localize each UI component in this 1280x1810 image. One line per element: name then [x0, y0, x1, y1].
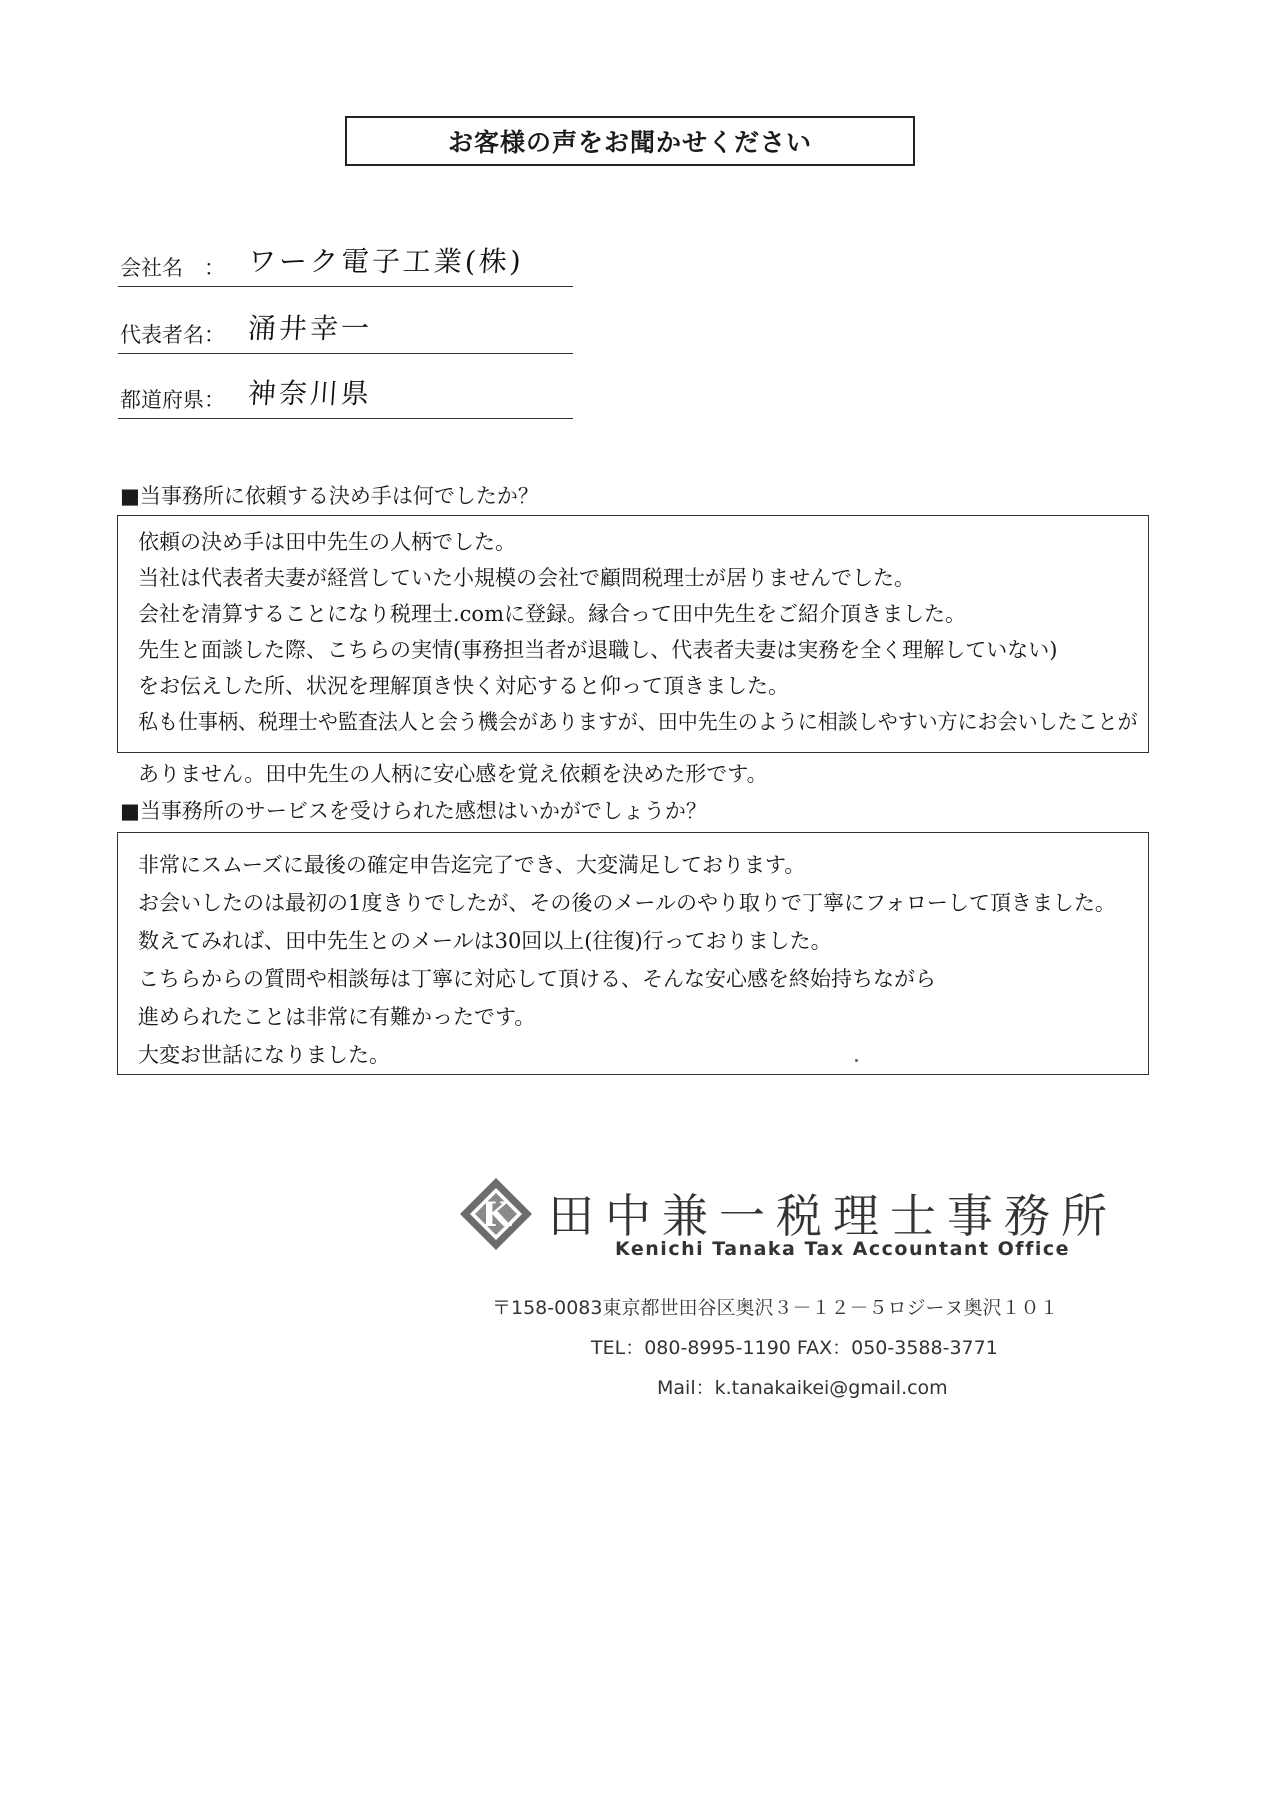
answer-2-line: こちらからの質問や相談毎は丁寧に対応して頂ける、そんな安心感を終始持ちながら — [138, 967, 936, 991]
prefecture-value: 神奈川県 — [246, 377, 374, 410]
answer-2-line: お会いしたのは最初の1度きりでしたが、その後のメールのやり取りで丁寧にフォローして頂きました。 — [138, 891, 1116, 915]
answer-1-line: 私も仕事柄、税理士や監査法人と会う機会がありますが、田中先生のように相談しやすい方にお会いしたことが — [138, 710, 1138, 734]
office-email[interactable]: Mail：k.tanakaikei@gmail.com — [657, 1377, 948, 1399]
scan-speck — [855, 1059, 858, 1062]
answer-1-line: をお伝えした所、状況を理解頂き快く対応すると仰って頂きました。 — [138, 674, 789, 698]
svg-text:K: K — [481, 1195, 511, 1235]
answer-1-line: 依頼の決め手は田中先生の人柄でした。 — [138, 530, 516, 554]
answer-1-line: 当社は代表者夫妻が経営していた小規模の会社で顧問税理士が居りませんでした。 — [138, 566, 915, 590]
prefecture-label: 都道府県： — [120, 388, 225, 412]
office-name: 田中兼一税理士事務所 — [548, 1189, 1118, 1243]
office-name-english: Kenichi Tanaka Tax Accountant Office — [615, 1238, 1070, 1260]
prefecture-field — [118, 370, 573, 419]
question-1-heading: ■当事務所に依頼する決め手は何でしたか？ — [120, 484, 539, 508]
office-phone-fax: TEL：080-8995-1190 FAX：050-3588-3771 — [591, 1337, 998, 1359]
answer-2-line: 非常にスムーズに最後の確定申告迄完了でき、大変満足しております。 — [138, 853, 806, 877]
answer-2-line: 進められたことは非常に有難かったです。 — [138, 1005, 536, 1029]
page-title: お客様の声をお聞かせください — [345, 116, 915, 166]
representative-label: 代表者名： — [120, 323, 225, 347]
answer-2-line: 大変お世話になりました。 — [138, 1043, 390, 1067]
office-address: 〒158-0083東京都世田谷区奥沢３－１２－５ロジーヌ奥沢１０１ — [492, 1297, 1059, 1319]
answer-1-line: 会社を清算することになり税理士.comに登録。縁合って田中先生をご紹介頂きました。 — [138, 602, 966, 626]
office-logo-icon — [458, 1176, 534, 1252]
company-name-field — [118, 238, 573, 287]
answer-1-continuation: ありません。田中先生の人柄に安心感を覚え依頼を決めた形です。 — [138, 762, 768, 786]
answer-2-line: 数えてみれば、田中先生とのメールは30回以上(往復)行っておりました。 — [138, 929, 832, 953]
company-name-label: 会社名 ： — [120, 256, 225, 280]
representative-value: 涌井幸一 — [246, 312, 374, 345]
question-2-heading: ■当事務所のサービスを受けられた感想はいかがでしょうか？ — [120, 799, 707, 823]
answer-1-box — [117, 515, 1149, 753]
company-name-value: ワーク電子工業(株) — [246, 245, 525, 278]
answer-1-line: 先生と面談した際、こちらの実情(事務担当者が退職し、代表者夫妻は実務を全く理解していない) — [138, 638, 1058, 662]
representative-field — [118, 305, 573, 354]
answer-2-box — [117, 832, 1149, 1075]
